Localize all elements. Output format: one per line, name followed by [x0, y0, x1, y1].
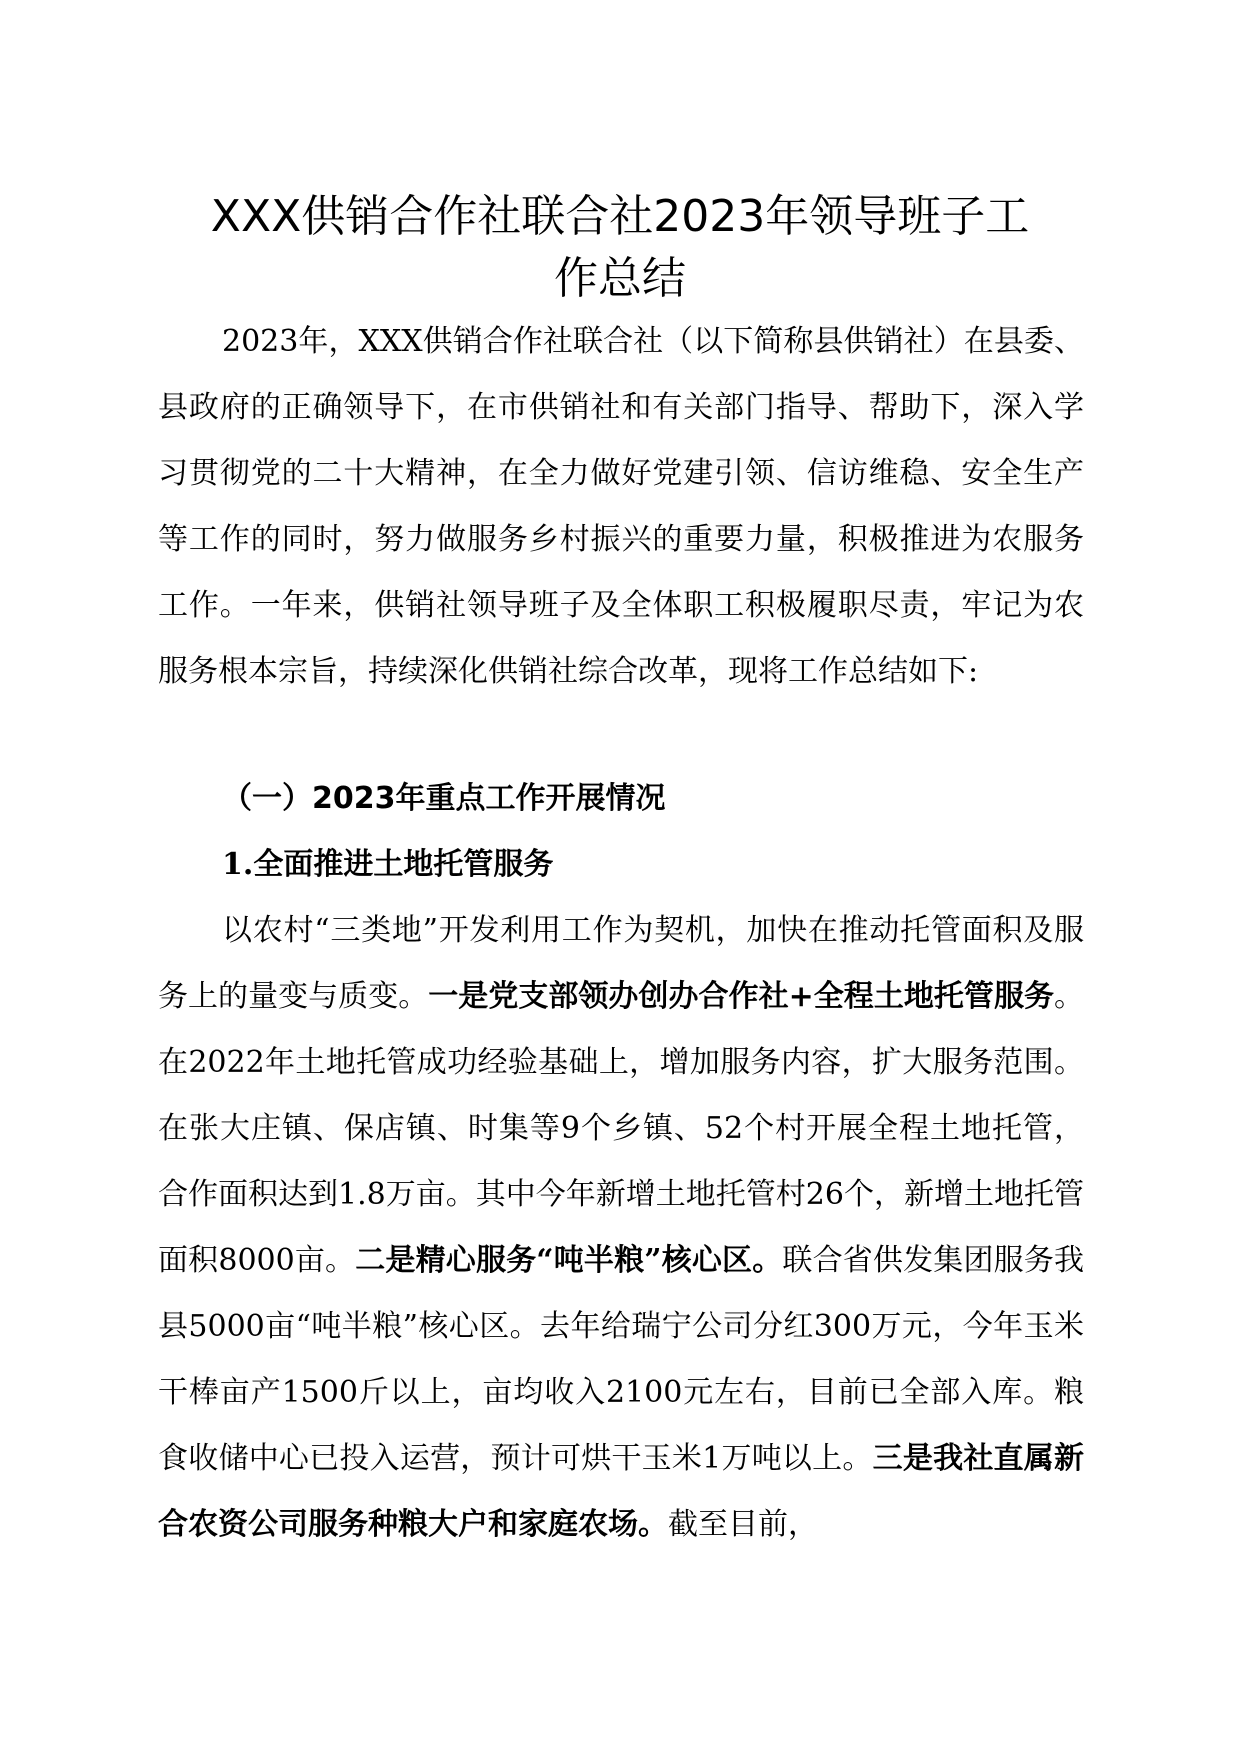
- bold-phrase: 二是精心服务“吨半粮”核心区。: [355, 1243, 783, 1278]
- section-heading: （一）2023年重点工作开展情况: [222, 781, 666, 816]
- intro-paragraph: 2023年，XXX供销合作社联合社（以下简称县供销社）在县委、县政府的正确领导下，在市供销社和有关部门指导、帮助下，深入学习贯彻党的二十大精神，在全力做好党建引领、信访维稳、安全生产等工作的同时，努力做服务乡村振兴的重要力量，积极推进为农服务工作。一年来，供销社领导班子及全体职工积极履职尽责，牢记为农服务根本宗旨，持续深化供销社综合改革，现将工作总结如下:: [158, 324, 1084, 689]
- document-title: [140, 186, 1100, 310]
- bold-phrase: 一是党支部领办创办合作社+全程土地托管服务: [428, 979, 1055, 1014]
- paragraph-text: 以农村“三类地”开发利用工作为契机，加快在推动托管面积及服务上的量变与质变。: [158, 913, 1084, 1014]
- title-line-2: 作总结: [554, 253, 686, 304]
- section-paragraph: [158, 898, 1084, 1558]
- paragraph-text: 联合省供发集团服务我县5000亩“吨半粮”核心区。去年给瑞宁公司分红300万元，今年玉米干棒亩产1500斤以上，亩均收入2100元左右，目前已全部入库。粮食收储中心已投入运营，预计可烘干玉米1万吨以上。: [158, 1243, 1084, 1476]
- subsection-heading: 1.全面推进土地托管服务: [222, 847, 554, 882]
- title-line-1: XXX供销合作社联合社2023年领导班子工: [210, 191, 1030, 242]
- bold-phrase: 三是我社直属新合农资公司服务种粮大户和家庭农场。: [158, 1441, 1085, 1542]
- paragraph-text: 截至目前，: [668, 1507, 818, 1542]
- paragraph-text: 。在2022年土地托管成功经验基础上，增加服务内容，扩大服务范围。在张大庄镇、保店镇、时集等9个乡镇、52个村开展全程土地托管，合作面积达到1.8万亩。其中今年新增土地托管村26个，新增土地托管面积8000亩。: [158, 979, 1085, 1278]
